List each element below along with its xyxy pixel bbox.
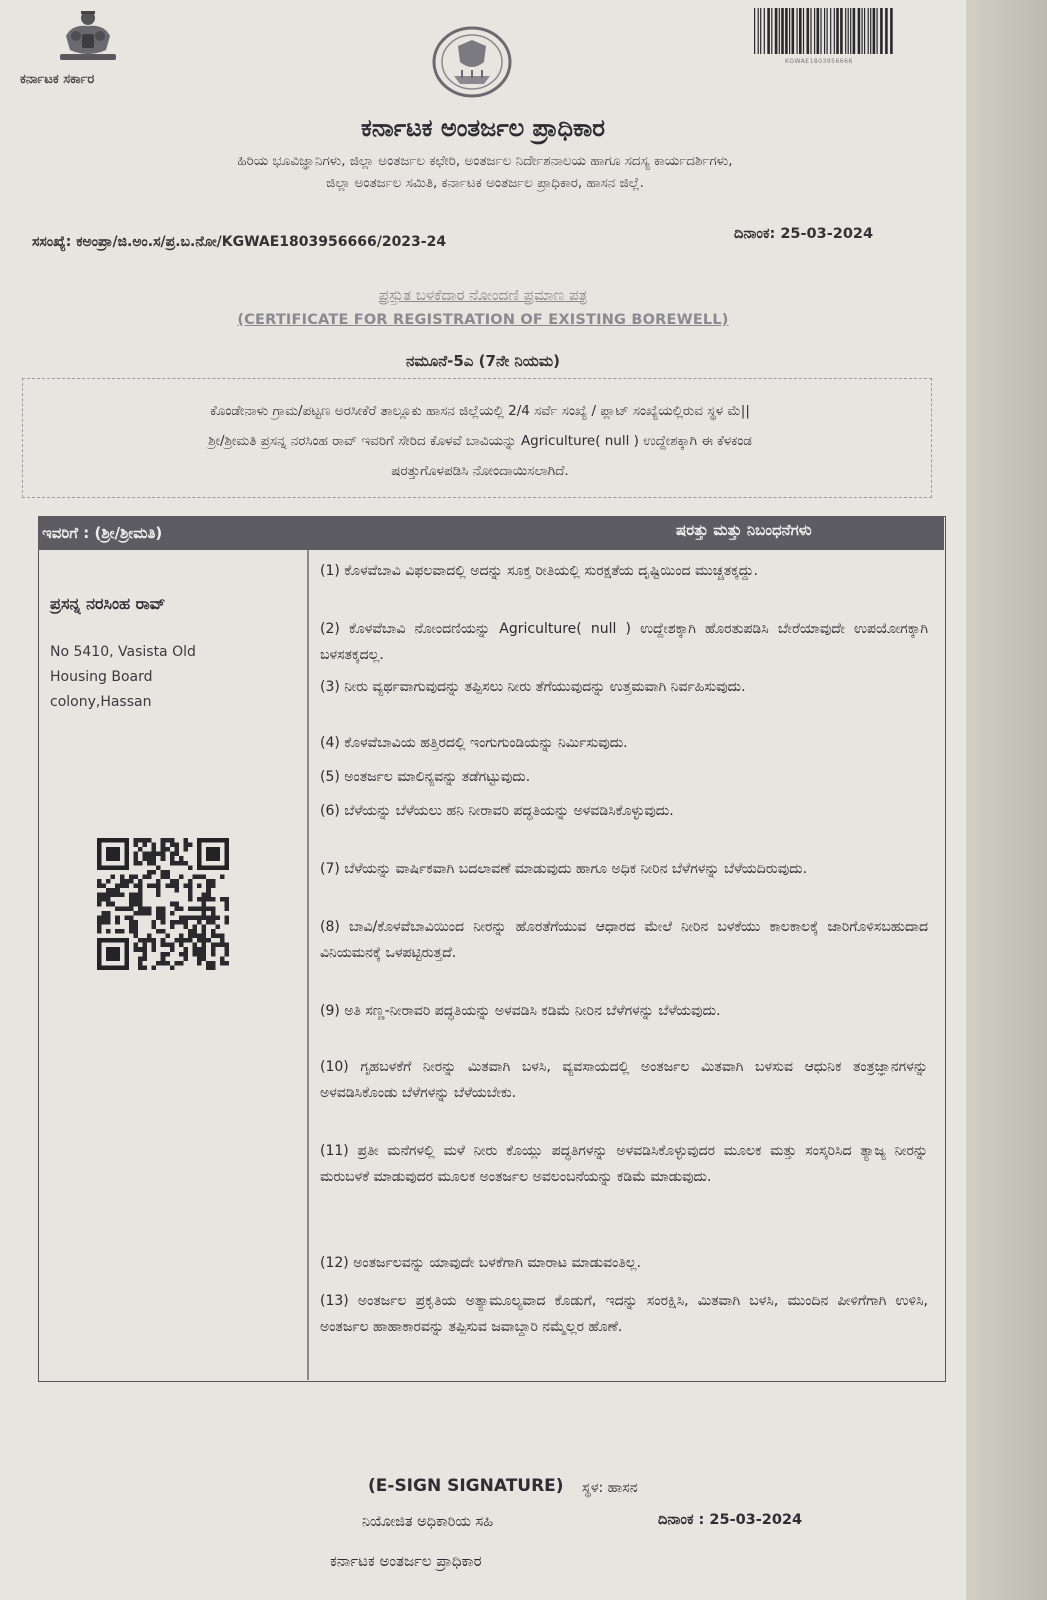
condition-item: (11) ಪ್ರತೀ ಮನೆಗಳಲ್ಲಿ ಮಳೆ ನೀರು ಕೊಯ್ಲು ಪದ್ಧತಿಗಳನ್ನು ಅಳವಡಿಸಿಕೊಳ್ಳುವುದರ ಮೂಲಕ ಮತ್ತು ಸಂಸ್ಕರಿಸಿದ ತ್ಯಾಜ್ಯ ನೀರನ್ನು ಮರುಬಳಕೆ ಮಾಡುವುದರ ಮೂಲಕ ಅಂತರ್ಜಲ ಅವಲಂಬನೆಯನ್ನು ಕಡಿಮೆ ಮಾಡುವುದು. xyxy=(320,1143,928,1185)
condition-item: (4) ಕೊಳವೆಬಾವಿಯ ಹತ್ತಿರದಲ್ಲಿ ಇಂಗುಗುಂಡಿಯನ್ನು ನಿರ್ಮಿಸುವುದು. xyxy=(320,735,628,751)
condition-item: (9) ಅತಿ ಸಣ್ಣ-ನೀರಾವರಿ ಪದ್ಧತಿಯನ್ನು ಅಳವಡಿಸಿ ಕಡಿಮೆ ನೀರಿನ ಬೆಳೆಗಳನ್ನು ಬೆಳೆಯವುದು. xyxy=(320,1003,721,1019)
condition-item: (2) ಕೊಳವೆಬಾವಿ ನೋಂದಣಿಯನ್ನು Agriculture( null ) ಉದ್ದೇಶಕ್ಕಾಗಿ ಹೊರತುಪಡಿಸಿ ಬೇರೆಯಾವುದೇ ಉಪಯೋಗಕ್ಕಾಗಿ ಬಳಸತಕ್ಕದಲ್ಲ. xyxy=(320,621,928,663)
condition-item: (7) ಬೆಳೆಯನ್ನು ವಾರ್ಷಿಕವಾಗಿ ಬದಲಾವಣೆ ಮಾಡುವುದು ಹಾಗೂ ಅಧಿಕ ನೀರಿನ ಬೆಳೆಗಳನ್ನು ಬೆಳೆಯದಿರುವುದು. xyxy=(320,861,808,877)
signature-place: ಸ್ಥಳ: ಹಾಸನ xyxy=(582,1480,638,1496)
condition-item: (3) ನೀರು ವ್ಯರ್ಥವಾಗುವುದನ್ನು ತಪ್ಪಿಸಲು ನೀರು ತೆಗೆಯುವುದನ್ನು ಉತ್ತಮವಾಗಿ ನಿರ್ವಹಿಸುವುದು. xyxy=(320,679,746,695)
holder-address xyxy=(50,640,196,715)
barcode-number: KGWAE1803956666 xyxy=(785,58,853,65)
condition-item: (13) ಅಂತರ್ಜಲ ಪ್ರಕೃತಿಯ ಅತ್ಯಾಮೂಲ್ಯವಾದ ಕೊಡುಗೆ, ಇದನ್ನು ಸಂರಕ್ಷಿಸಿ, ಮಿತವಾಗಿ ಬಳಸಿ, ಮುಂದಿನ ಪೀಳಿಗೆಗಾಗಿ ಉಳಿಸಿ, ಅಂತರ್ಜಲ ಹಾಹಾಕಾರವನ್ನು ತಪ್ಪಿಸುವ ಜವಾಬ್ದಾರಿ ನಮ್ಮೆಲ್ಲರ ಹೊಣೆ. xyxy=(320,1293,928,1335)
form-number: ನಮೂನೆ-5ಎ (7ನೇ ನಿಯಮ) xyxy=(406,352,560,370)
certificate-title-english: (CERTIFICATE FOR REGISTRATION OF EXISTING BOREWELL) xyxy=(237,312,729,328)
qr-code-icon[interactable] xyxy=(97,838,229,970)
scan-background xyxy=(966,0,1047,1600)
office-subtitle xyxy=(70,150,900,194)
description-line-1: ಕೊಂಡೇನಾಳು ಗ್ರಾಮ/ಪಟ್ಟಣ ಅರಸೀಕೆರೆ ತಾಲ್ಲೂಕು ಹಾಸನ ಜಿಲ್ಲೆಯಲ್ಲಿ 2/4 ಸರ್ವೆ ಸಂಖ್ಯೆ / ಪ್ಲಾಟ್ ಸಂಖ್ಯೆಯಲ್ಲಿರುವ ಸ್ಥಳ ಮೆ|| xyxy=(210,403,750,419)
condition-item: (8) ಬಾವಿ/ಕೊಳವೆಬಾವಿಯಿಂದ ನೀರನ್ನು ಹೊರತೆಗೆಯುವ ಆಧಾರದ ಮೇಲೆ ನೀರಿನ ಬಳಕೆಯು ಕಾಲಕಾಲಕ್ಕೆ ಜಾರಿಗೊಳಿಸಬಹುದಾದ ವಿನಿಯಮನಕ್ಕೆ ಒಳಪಟ್ಟಿರುತ್ತದೆ. xyxy=(320,919,928,961)
reference-number: ಸಸಂಖ್ಯೆ: ಕಅಂಪ್ರಾ/ಜಿ.ಅಂ.ಸ/ಪ್ರ.ಬ.ನೋ/KGWAE1803956666/2023-24 xyxy=(32,234,447,250)
condition-item: (5) ಅಂತರ್ಜಲ ಮಾಲಿನ್ಯವನ್ನು ತಡೆಗಟ್ಟುವುದು. xyxy=(320,769,531,785)
subtitle-line-2: ಜಿಲ್ಲಾ ಅಂತರ್ಜಲ ಸಮಿತಿ, ಕರ್ನಾಟಕ ಅಂತರ್ಜಲ ಪ್ರಾಧಿಕಾರ, ಹಾಸನ ಜಿಲ್ಲೆ. xyxy=(326,175,644,191)
table-header-holder: ಇವರಿಗೆ : (ಶ್ರೀ/ಶ್ರೀಮತಿ) xyxy=(42,524,163,542)
condition-item: (1) ಕೊಳವೆಬಾವಿ ವಿಫಲವಾದಲ್ಲಿ ಅದನ್ನು ಸೂಕ್ತ ರೀತಿಯಲ್ಲಿ ಸುರಕ್ಷತೆಯ ದೃಷ್ಟಿಯಿಂದ ಮುಚ್ಚತಕ್ಕದ್ದು. xyxy=(320,563,758,579)
description-line-2: ಶ್ರೀ/ಶ್ರೀಮತಿ ಪ್ರಸನ್ನ ನರಸಿಂಹ ರಾವ್ ಇವರಿಗೆ ಸೇರಿದ ಕೊಳವೆ ಬಾವಿಯನ್ನು Agriculture( null ) ಉದ್ದೇಶಕ್ಕಾಗಿ ಈ ಕೆಳಕಂಡ xyxy=(208,433,752,449)
page-title: ಕರ್ನಾಟಕ ಅಂತರ್ಜಲ ಪ್ರಾಧಿಕಾರ xyxy=(361,114,605,142)
condition-item: (10) ಗೃಹಬಳಕೆಗೆ ನೀರನ್ನು ಮಿತವಾಗಿ ಬಳಸಿ, ವ್ಯವಸಾಯದಲ್ಲಿ ಅಂತರ್ಜಲ ಮಿತವಾಗಿ ಬಳಸುವ ಆಧುನಿಕ ತಂತ್ರಜ್ಞಾನಗಳನ್ನು ಅಳವಡಿಸಿಕೊಂಡು ಬೆಳೆಗಳನ್ನು ಬೆಳೆಯಬೇಕು. xyxy=(320,1059,928,1101)
address-line-1: No 5410, Vasista Old xyxy=(50,644,196,660)
registration-description xyxy=(40,396,920,486)
certificate-title-kannada: ಪ್ರಸ್ತುತ ಬಳಕೆದಾರ ನೋಂದಣಿ ಪ್ರಮಾಣ ಪತ್ರ xyxy=(378,286,588,304)
column-divider xyxy=(307,550,309,1380)
officer-signature-label: ನಿಯೋಜಿತ ಅಧಿಕಾರಿಯ ಸಹಿ xyxy=(362,1514,494,1530)
issue-date: ದಿನಾಂಕ: 25-03-2024 xyxy=(734,226,874,242)
karnataka-emblem-icon xyxy=(52,6,124,66)
condition-item: (12) ಅಂತರ್ಜಲವನ್ನು ಯಾವುದೇ ಬಳಕೆಗಾಗಿ ಮಾರಾಟ ಮಾಡುವಂತಿಲ್ಲ. xyxy=(320,1255,641,1271)
signature-date: ದಿನಾಂಕ : 25-03-2024 xyxy=(658,1512,803,1528)
government-label: ಕರ್ನಾಟಕ ಸರ್ಕಾರ xyxy=(20,72,95,87)
issuing-authority: ಕರ್ನಾಟಕ ಅಂತರ್ಜಲ ಪ್ರಾಧಿಕಾರ xyxy=(330,1552,482,1570)
holder-name: ಪ್ರಸನ್ನ ನರಸಿಂಹ ರಾವ್ xyxy=(50,594,166,613)
e-sign-signature: (E-SIGN SIGNATURE) xyxy=(368,1476,564,1496)
table-header-conditions: ಷರತ್ತು ಮತ್ತು ನಿಬಂಧನೆಗಳು xyxy=(676,521,812,539)
condition-item: (6) ಬೆಳೆಯನ್ನು ಬೆಳೆಯಲು ಹನಿ ನೀರಾವರಿ ಪದ್ಧತಿಯನ್ನು ಅಳವಡಿಸಿಕೊಳ್ಳುವುದು. xyxy=(320,803,674,819)
barcode-icon xyxy=(752,8,898,64)
address-line-2: Housing Board xyxy=(50,669,153,685)
address-line-3: colony,Hassan xyxy=(50,694,152,710)
subtitle-line-1: ಹಿರಿಯ ಭೂವಿಜ್ಞಾನಿಗಳು, ಜಿಲ್ಲಾ ಅಂತರ್ಜಲ ಕಛೇರಿ, ಅಂತರ್ಜಲ ನಿರ್ದೇಶನಾಲಯ ಹಾಗೂ ಸದಸ್ಯ ಕಾರ್ಯದರ್ಶಿಗಳು, xyxy=(237,153,733,169)
description-line-3: ಷರತ್ತುಗೊಳಪಡಿಸಿ ನೋಂದಾಯಿಸಲಾಗಿದೆ. xyxy=(391,463,569,479)
authority-seal-icon xyxy=(432,26,512,98)
